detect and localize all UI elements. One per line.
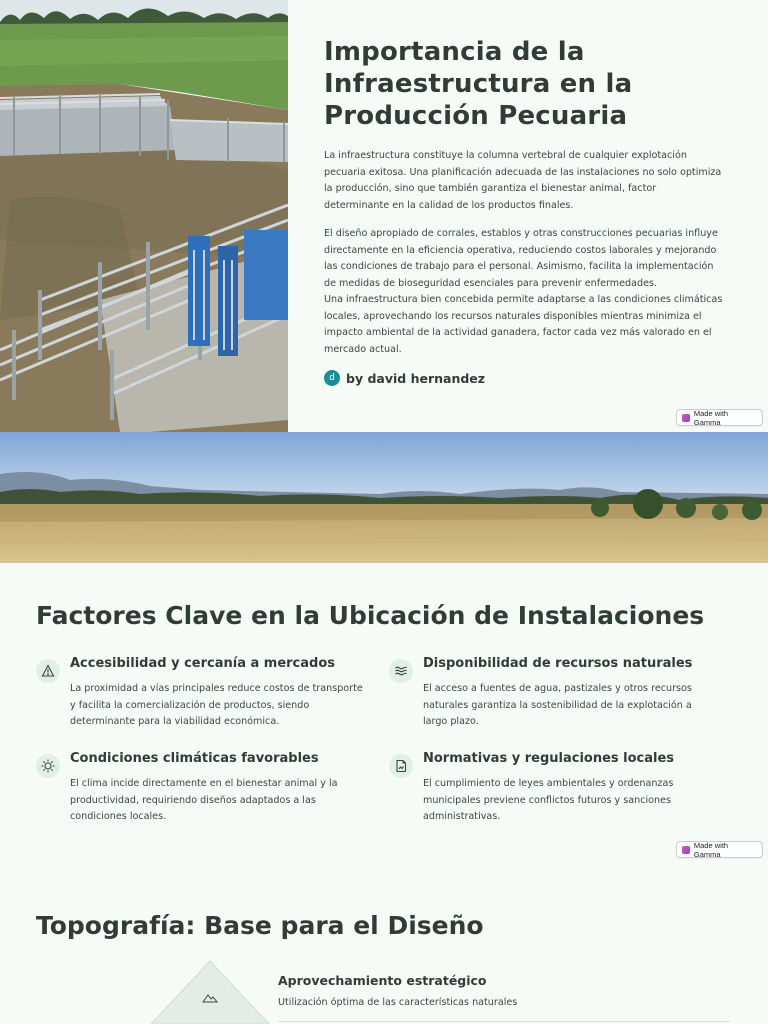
factor-text: El acceso a fuentes de agua, pastizales y otros recursos naturales garantiza la sostenibilidad de la explotación a largo plazo. xyxy=(423,683,692,727)
paragraph-3: Una infraestructura bien concebida permite adaptarse a las condiciones climáticas locales, aprovechando los recursos naturales disponibles mientras minimiza el impacto ambiental de la actividad ganadera, factor cada vez más valorado en el mercado actual. xyxy=(324,294,723,355)
grassland-landscape-photo xyxy=(0,432,768,563)
slide-topografia xyxy=(0,863,768,1024)
slide-infraestructura xyxy=(0,0,768,432)
made-with-gamma-button[interactable] xyxy=(676,841,763,858)
avatar: d xyxy=(324,370,340,386)
factor-text: El cumplimiento de leyes ambientales y ordenanzas municipales previene conflictos futuros y sanciones administrativas. xyxy=(423,778,674,822)
slide2-title: Factores Clave en la Ubicación de Instalaciones xyxy=(36,601,705,630)
made-with-gamma-button[interactable] xyxy=(676,409,763,426)
slide3-title: Topografía: Base para el Diseño xyxy=(36,911,484,940)
factor-title: Condiciones climáticas favorables xyxy=(70,751,319,766)
sun-icon xyxy=(36,754,60,778)
road-sign-icon xyxy=(36,659,60,683)
gamma-logo-icon xyxy=(682,414,690,422)
water-waves-icon xyxy=(389,659,413,683)
slide-factores-clave xyxy=(0,563,768,863)
livestock-pens-photo xyxy=(0,0,288,432)
gamma-logo-icon xyxy=(682,846,690,854)
divider xyxy=(278,1021,730,1022)
author-line xyxy=(324,370,724,386)
pyramid-graphic xyxy=(150,960,270,1024)
factor-text: El clima incide directamente en el bienestar animal y la productividad, requiriendo diseños adaptados a las condiciones locales. xyxy=(70,778,338,822)
slide1-title: Importancia de la Infraestructura en la Producción Pecuaria xyxy=(324,37,633,131)
topo-item-title: Aprovechamiento estratégico xyxy=(278,973,487,988)
slide1-content xyxy=(324,36,724,386)
made-with-gamma-label: Made with Gamma xyxy=(693,408,729,427)
document-icon xyxy=(389,754,413,778)
factor-title: Disponibilidad de recursos naturales xyxy=(423,656,693,671)
topo-item-description: Utilización óptima de las características naturales xyxy=(278,997,518,1008)
made-with-gamma-label: Made with Gamma xyxy=(693,840,729,859)
paragraph-2: El diseño apropiado de corrales, establos y otras construcciones pecuarias influye directamente en la eficiencia operativa, reduciendo costos laborales y mejorando las condiciones de trabajo para el personal. Asimismo, facilita la implementación de medidas de bioseguridad esenciales para prevenir enfermedades. xyxy=(324,228,718,289)
author-name[interactable]: by david hernandez xyxy=(346,370,486,386)
factor-text: La proximidad a vías principales reduce costos de transporte y facilita la comercialización de productos, siendo determinante para la viabilidad económica. xyxy=(70,683,363,727)
factor-title: Normativas y regulaciones locales xyxy=(423,751,675,766)
factor-title: Accesibilidad y cercanía a mercados xyxy=(70,656,336,671)
paragraph-1: La infraestructura constituye la columna vertebral de cualquier explotación pecuaria exitosa. Una planificación adecuada de las instalaciones no solo optimiza la producción, sino que también garantiza el bienestar animal, factor determinante en la calidad de los productos finales. xyxy=(324,150,722,211)
